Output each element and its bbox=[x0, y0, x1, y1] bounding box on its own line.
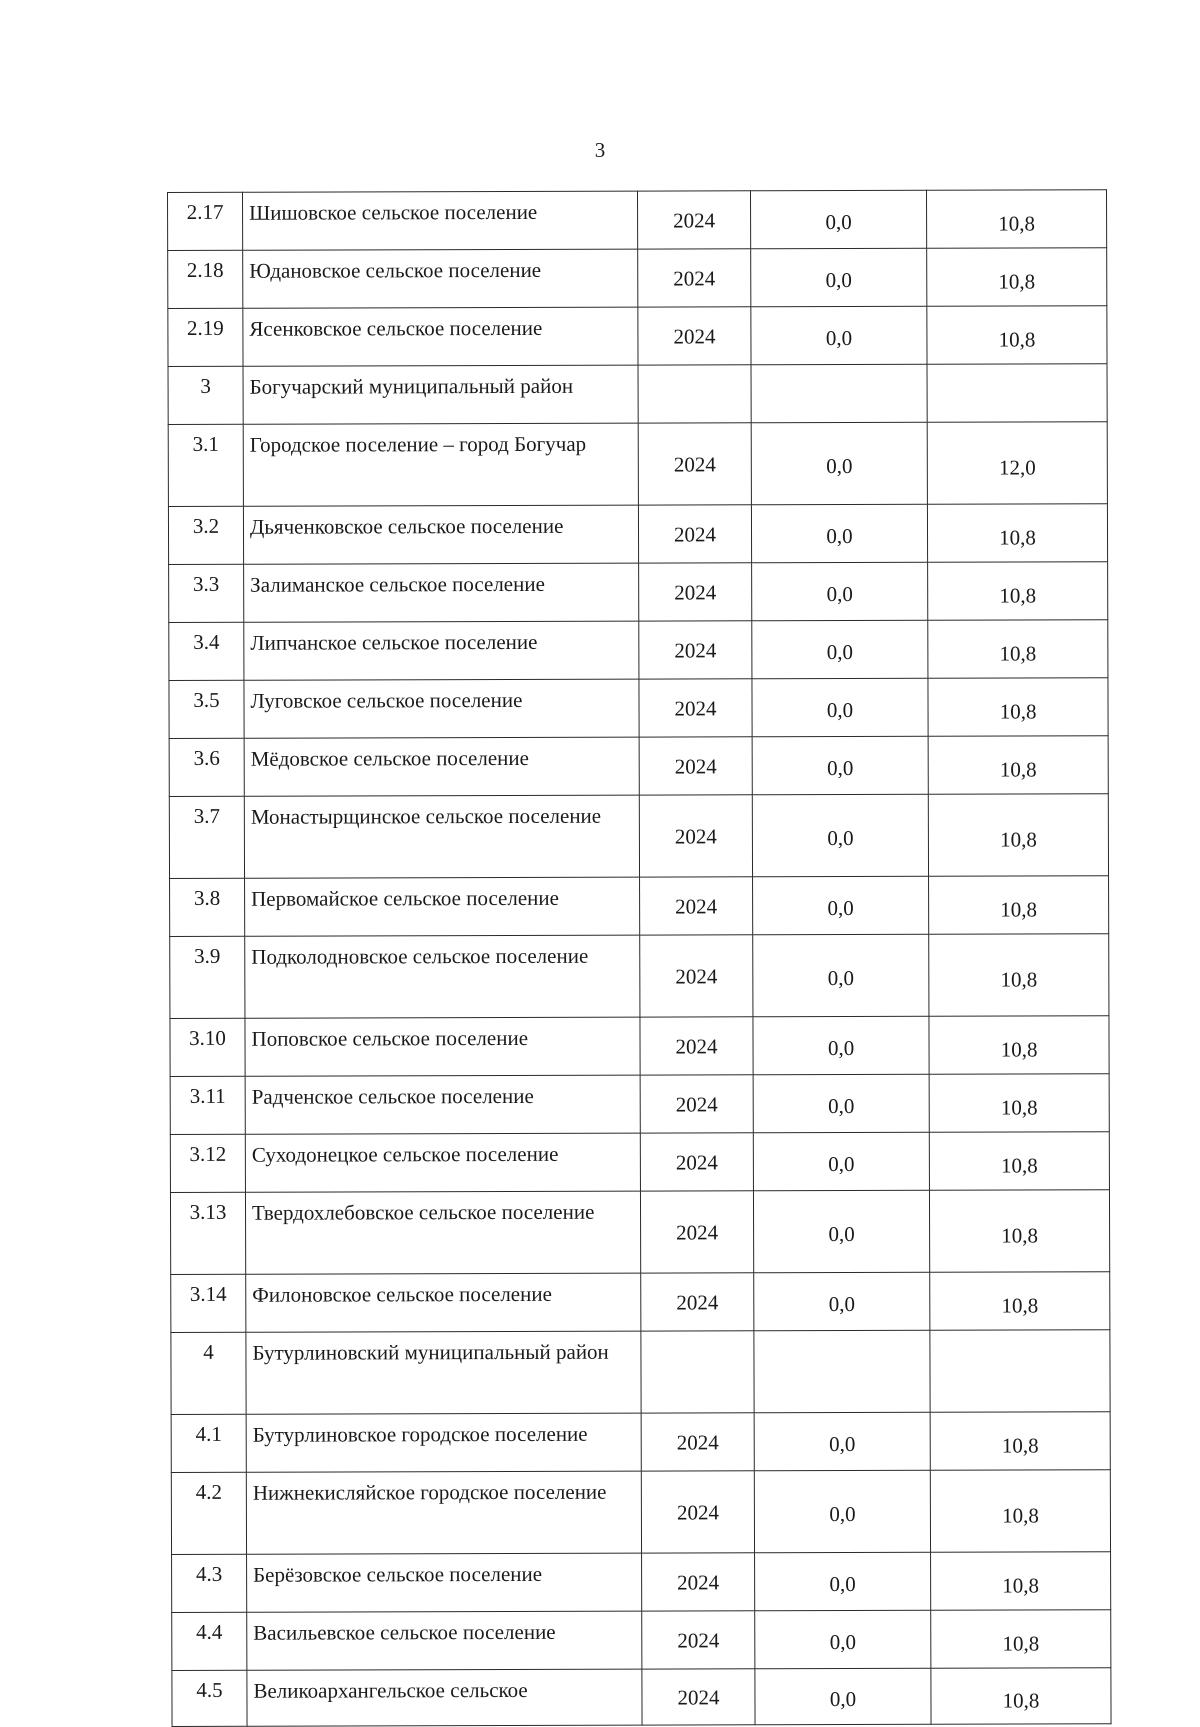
table-row bbox=[170, 934, 1109, 1019]
value-2-cell: 10,8 bbox=[929, 876, 1109, 935]
row-number: 4.4 bbox=[172, 1612, 247, 1670]
row-number: 4.5 bbox=[172, 1670, 247, 1726]
settlement-name: Залиманское сельское поселение bbox=[244, 563, 639, 622]
settlement-name: Бутурлиновское городское поселение bbox=[246, 1413, 641, 1472]
settlement-name: Первомайское сельское поселение bbox=[245, 877, 640, 936]
value-1-cell: 0,0 bbox=[751, 422, 927, 505]
year-cell: 2024 bbox=[642, 1611, 755, 1669]
value-2-cell: 10,8 bbox=[928, 736, 1108, 795]
value-1-cell: 0,0 bbox=[752, 562, 928, 621]
row-number: 3.6 bbox=[169, 738, 244, 796]
settlement-name: Монастырщинское сельское поселение bbox=[244, 795, 639, 878]
value-2-cell: 10,8 bbox=[929, 1190, 1109, 1273]
settlement-name: Поповское сельское поселение bbox=[245, 1017, 640, 1076]
settlement-name: Мёдовское сельское поселение bbox=[244, 737, 639, 796]
value-2-cell: 10,8 bbox=[930, 1470, 1110, 1553]
settlement-name: Нижнекисляйское городское поселение bbox=[246, 1471, 641, 1554]
table-row bbox=[168, 248, 1107, 309]
year-cell: 2024 bbox=[638, 505, 751, 563]
value-1-cell: 0,0 bbox=[755, 1552, 931, 1611]
settlement-name: Васильевское сельское поселение bbox=[247, 1611, 642, 1670]
value-2-cell: 10,8 bbox=[930, 1412, 1110, 1471]
value-1-cell: 0,0 bbox=[753, 876, 929, 935]
district-name: Богучарский муниципальный район bbox=[243, 365, 638, 424]
value-2-cell: 10,8 bbox=[928, 562, 1108, 621]
settlement-name: Дьяченковское сельское поселение bbox=[243, 505, 638, 564]
row-number: 2.19 bbox=[168, 308, 243, 366]
value-2-cell: 10,8 bbox=[928, 620, 1108, 679]
table-row bbox=[170, 1074, 1109, 1135]
value-1-cell: 0,0 bbox=[751, 248, 927, 307]
row-number: 3.14 bbox=[171, 1274, 246, 1332]
table-row bbox=[171, 1470, 1110, 1555]
value-1-cell: 0,0 bbox=[751, 504, 927, 563]
value-2-cell: 10,8 bbox=[929, 1132, 1109, 1191]
table-row bbox=[170, 876, 1109, 937]
value-2-cell: 10,8 bbox=[927, 306, 1107, 365]
table-row bbox=[169, 620, 1108, 681]
table-row bbox=[168, 422, 1107, 507]
value-2-cell: 12,0 bbox=[927, 422, 1107, 505]
value-2-cell: 10,8 bbox=[929, 1016, 1109, 1075]
settlement-name: Городское поселение – город Богучар bbox=[243, 423, 638, 506]
value-1-cell: 0,0 bbox=[754, 1412, 930, 1471]
row-number: 3.3 bbox=[169, 564, 244, 622]
value-1-cell bbox=[754, 1330, 930, 1413]
table-row bbox=[172, 1552, 1111, 1613]
year-cell: 2024 bbox=[641, 1413, 754, 1471]
table-row bbox=[170, 1016, 1109, 1077]
value-2-cell: 10,8 bbox=[930, 1272, 1110, 1331]
value-2-cell: 10,8 bbox=[927, 248, 1107, 307]
settlement-name: Великоархангельское сельское bbox=[247, 1669, 642, 1726]
table-row bbox=[170, 1190, 1109, 1275]
table-row bbox=[168, 504, 1107, 565]
year-cell: 2024 bbox=[639, 679, 752, 737]
year-cell: 2024 bbox=[637, 191, 750, 249]
table-row bbox=[172, 1610, 1111, 1671]
row-number: 4.3 bbox=[172, 1554, 247, 1612]
settlement-name: Луговское сельское поселение bbox=[244, 679, 639, 738]
value-2-cell: 10,8 bbox=[928, 794, 1108, 877]
settlement-name: Радченское сельское поселение bbox=[245, 1075, 640, 1134]
table-row bbox=[169, 794, 1108, 879]
settlement-name: Твердохлебовское сельское поселение bbox=[245, 1191, 640, 1274]
value-2-cell: 10,8 bbox=[929, 934, 1109, 1017]
table-row bbox=[172, 1668, 1111, 1727]
row-number: 2.18 bbox=[168, 250, 243, 308]
value-1-cell: 0,0 bbox=[751, 306, 927, 365]
table-row bbox=[168, 190, 1107, 251]
year-cell: 2024 bbox=[639, 621, 752, 679]
value-2-cell: 10,8 bbox=[931, 1552, 1111, 1611]
table-row bbox=[168, 306, 1107, 367]
settlement-name: Шишовское сельское поселение bbox=[243, 191, 638, 250]
year-cell: 2024 bbox=[639, 563, 752, 621]
year-cell: 2024 bbox=[638, 249, 751, 307]
value-1-cell: 0,0 bbox=[753, 1016, 929, 1075]
value-1-cell: 0,0 bbox=[752, 620, 928, 679]
row-number: 4.1 bbox=[171, 1414, 246, 1472]
value-2-cell: 10,8 bbox=[931, 1668, 1111, 1725]
year-cell: 2024 bbox=[638, 307, 751, 365]
value-1-cell: 0,0 bbox=[753, 1190, 929, 1273]
row-number: 3.9 bbox=[170, 936, 245, 1018]
year-cell: 2024 bbox=[641, 1273, 754, 1331]
year-cell: 2024 bbox=[640, 877, 753, 935]
table-row bbox=[169, 562, 1108, 623]
row-number: 3.1 bbox=[168, 424, 243, 506]
row-number: 3.8 bbox=[170, 878, 245, 936]
settlement-name: Суходонецкое сельское поселение bbox=[245, 1133, 640, 1192]
row-number: 2.17 bbox=[168, 192, 243, 250]
row-number: 4.2 bbox=[171, 1472, 246, 1554]
settlement-name: Ясенковское сельское поселение bbox=[243, 307, 638, 366]
row-number: 3.13 bbox=[170, 1192, 245, 1274]
district-row bbox=[171, 1330, 1110, 1415]
settlement-name: Юдановское сельское поселение bbox=[243, 249, 638, 308]
row-number: 3.4 bbox=[169, 622, 244, 680]
settlement-name: Берёзовское сельское поселение bbox=[247, 1553, 642, 1612]
year-cell: 2024 bbox=[642, 1553, 755, 1611]
value-2-cell bbox=[930, 1330, 1110, 1413]
value-1-cell: 0,0 bbox=[752, 794, 928, 877]
value-1-cell: 0,0 bbox=[753, 1074, 929, 1133]
year-cell: 2024 bbox=[640, 1075, 753, 1133]
row-number: 3.5 bbox=[169, 680, 244, 738]
value-1-cell: 0,0 bbox=[755, 1668, 931, 1725]
value-2-cell: 10,8 bbox=[928, 678, 1108, 737]
row-number: 3.11 bbox=[170, 1076, 245, 1134]
value-2-cell: 10,8 bbox=[926, 190, 1106, 249]
district-name: Бутурлиновский муниципальный район bbox=[246, 1331, 641, 1414]
table-row bbox=[169, 678, 1108, 739]
value-2-cell: 10,8 bbox=[927, 504, 1107, 563]
settlement-name: Филоновское сельское поселение bbox=[246, 1273, 641, 1332]
value-1-cell: 0,0 bbox=[752, 678, 928, 737]
value-1-cell bbox=[751, 364, 927, 423]
year-cell: 2024 bbox=[640, 1017, 753, 1075]
settlement-name: Подколодновское сельское поселение bbox=[245, 935, 640, 1018]
year-cell: 2024 bbox=[638, 423, 751, 505]
value-2-cell: 10,8 bbox=[931, 1610, 1111, 1669]
year-cell bbox=[638, 365, 751, 423]
value-1-cell: 0,0 bbox=[750, 190, 926, 249]
year-cell: 2024 bbox=[640, 935, 753, 1017]
row-number: 3.10 bbox=[170, 1018, 245, 1076]
settlements-table bbox=[167, 189, 1112, 1727]
year-cell: 2024 bbox=[642, 1669, 755, 1725]
value-2-cell: 10,8 bbox=[929, 1074, 1109, 1133]
settlement-name: Липчанское сельское поселение bbox=[244, 621, 639, 680]
row-number: 3.7 bbox=[169, 796, 244, 878]
year-cell: 2024 bbox=[639, 795, 752, 877]
value-1-cell: 0,0 bbox=[753, 1132, 929, 1191]
year-cell: 2024 bbox=[641, 1471, 754, 1553]
year-cell: 2024 bbox=[640, 1191, 753, 1273]
row-number: 3.2 bbox=[168, 506, 243, 564]
value-1-cell: 0,0 bbox=[755, 1610, 931, 1669]
row-number: 3.12 bbox=[170, 1134, 245, 1192]
table-row bbox=[169, 736, 1108, 797]
value-1-cell: 0,0 bbox=[754, 1470, 930, 1553]
value-2-cell bbox=[927, 364, 1107, 423]
year-cell bbox=[641, 1331, 754, 1413]
district-row bbox=[168, 364, 1107, 425]
table-row bbox=[171, 1272, 1110, 1333]
value-1-cell: 0,0 bbox=[754, 1272, 930, 1331]
table-row bbox=[171, 1412, 1110, 1473]
district-number: 3 bbox=[168, 366, 243, 424]
value-1-cell: 0,0 bbox=[753, 934, 929, 1017]
district-number: 4 bbox=[171, 1332, 246, 1414]
value-1-cell: 0,0 bbox=[752, 736, 928, 795]
year-cell: 2024 bbox=[640, 1133, 753, 1191]
table-row bbox=[170, 1132, 1109, 1193]
year-cell: 2024 bbox=[639, 737, 752, 795]
page-number: 3 bbox=[594, 138, 606, 162]
